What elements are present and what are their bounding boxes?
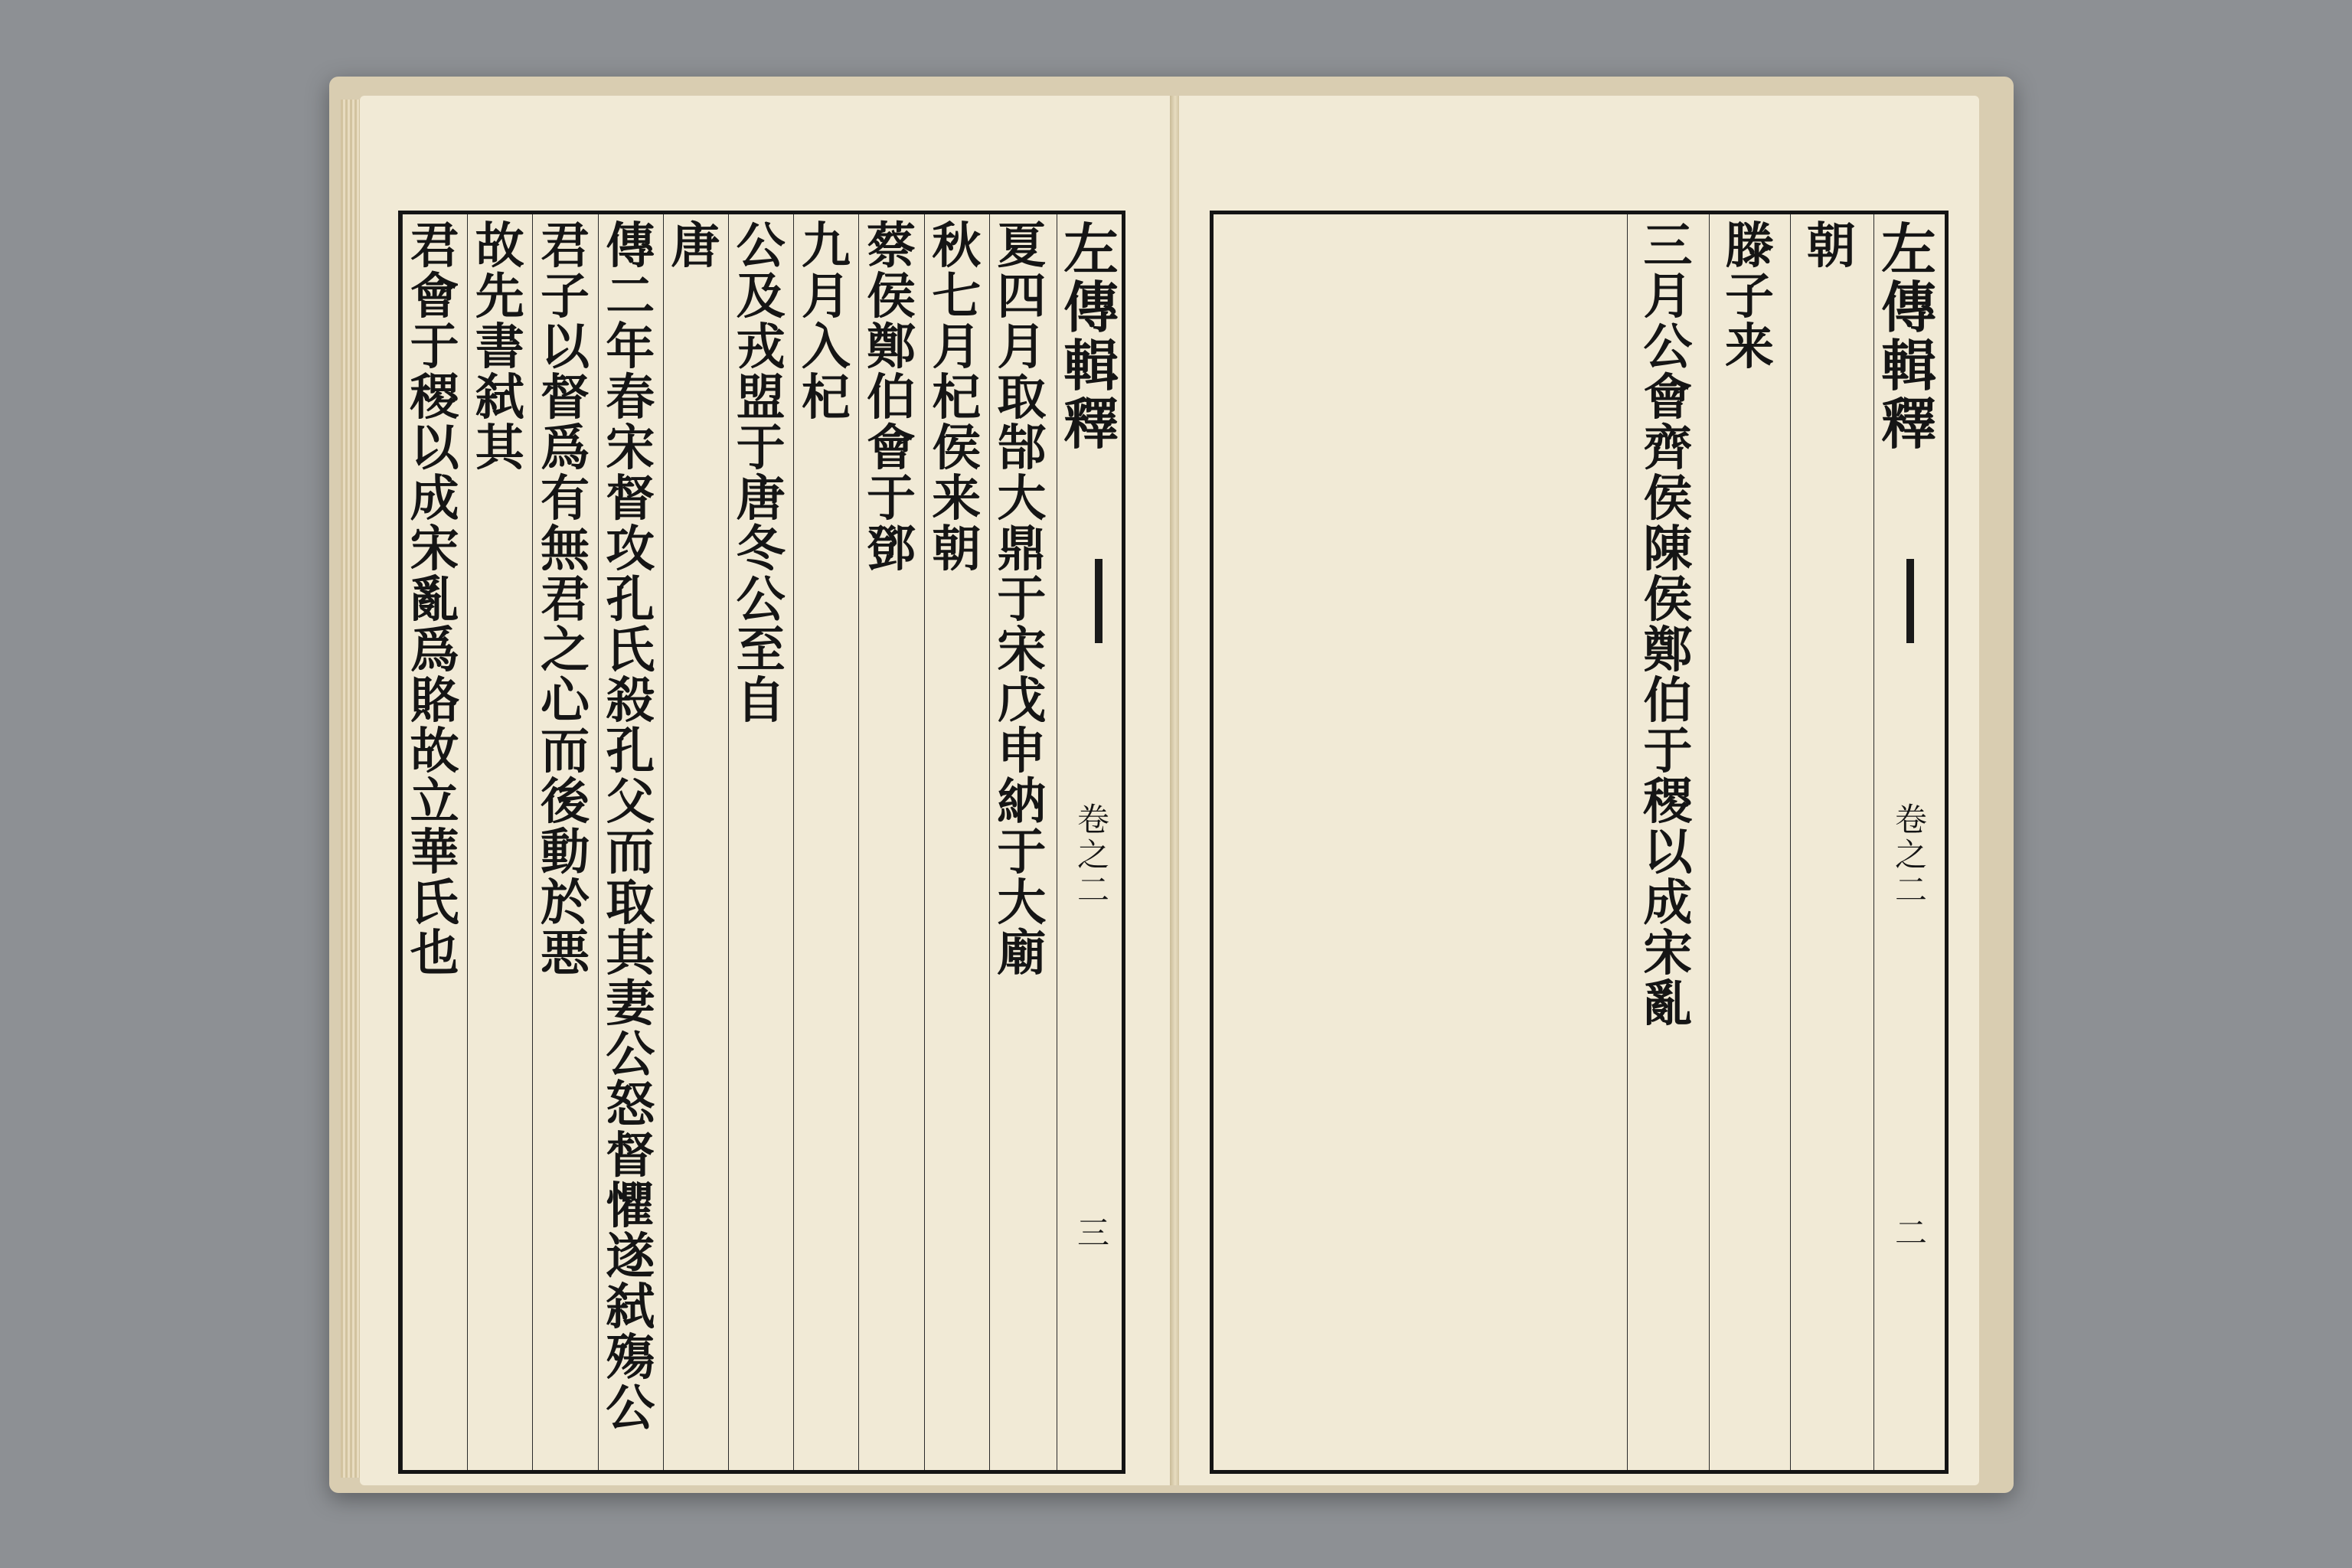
glyph: 盟 [736,369,786,426]
column-rule [858,214,859,1470]
glyph: 侯 [1643,571,1693,629]
column-rule [793,214,794,1470]
right-text-frame [1210,211,1949,1474]
glyph: 以 [540,318,590,376]
glyph: 于 [997,571,1047,629]
glyph: 滕 [1724,217,1774,275]
glyph: 伯 [1643,672,1693,730]
glyph: 月 [1643,268,1693,325]
glyph: 遂 [606,1228,655,1285]
glyph: 無 [540,521,590,578]
glyph: 殺 [606,672,655,730]
glyph: 孔 [606,723,655,780]
glyph: 左 [1063,217,1119,282]
text-column [532,214,597,1470]
glyph: 至 [736,622,786,679]
glyph: 釋 [1880,391,1936,456]
glyph: 子 [1724,268,1774,325]
glyph: 懼 [606,1178,655,1235]
glyph: 書 [475,318,524,376]
left-page [360,96,1171,1485]
glyph: 卷 [1076,801,1109,838]
glyph: 月 [801,268,851,325]
column-text [410,217,459,982]
glyph: 于 [866,470,916,528]
glyph: 廟 [997,925,1047,982]
glyph: 鄭 [866,318,916,376]
glyph: 入 [801,318,851,376]
glyph: 亂 [410,571,459,629]
glyph: 弑 [475,369,524,426]
text-column [728,214,793,1470]
glyph: 也 [410,925,459,982]
right-folio-number [1894,1214,1927,1253]
column-text [1806,217,1856,275]
column-text [997,217,1047,982]
column-rule [598,214,599,1470]
glyph: 而 [606,824,655,881]
right-page [1179,96,1979,1485]
glyph: 父 [606,773,655,831]
glyph: 心 [540,672,590,730]
right-running-title-text [1880,217,1936,456]
glyph: 而 [540,723,590,780]
glyph: 亂 [1643,975,1693,1033]
glyph: 及 [736,268,786,325]
text-column [1627,214,1709,1470]
glyph: 於 [540,874,590,932]
glyph: 鄭 [1643,622,1693,679]
column-text [932,217,982,578]
glyph: 以 [410,420,459,477]
glyph: 九 [801,217,851,275]
glyph: 傳 [1063,275,1119,340]
page-stack-edge [341,100,362,1478]
glyph: 殤 [606,1329,655,1387]
glyph: 夏 [997,217,1047,275]
glyph: 督 [540,369,590,426]
column-rule [663,214,664,1470]
glyph: 宋 [606,420,655,477]
glyph: 氏 [410,874,459,932]
left-volume-label-text [1076,801,1109,910]
glyph: 以 [1643,824,1693,881]
glyph: 来 [932,470,982,528]
column-text [671,217,720,275]
glyph: 攻 [606,521,655,578]
glyph: 動 [540,824,590,881]
glyph: 華 [410,824,459,881]
glyph: 二 [606,268,655,325]
glyph: 公 [606,1026,655,1083]
glyph: 戊 [997,672,1047,730]
glyph: 釋 [1063,391,1119,456]
glyph: 于 [736,420,786,477]
glyph: 朝 [1806,217,1856,275]
right-folio [1884,1210,1938,1470]
glyph: 稷 [410,369,459,426]
glyph: 子 [540,268,590,325]
glyph: 爲 [410,622,459,679]
left-folio-number [1076,1214,1109,1253]
column-rule [1709,214,1710,1470]
left-text-frame [398,211,1125,1474]
column-rule [1790,214,1791,1470]
glyph: 鼎 [997,521,1047,578]
glyph: 侯 [1643,470,1693,528]
glyph: 三 [1076,1214,1109,1252]
glyph: 故 [410,723,459,780]
left-running-title-text [1063,217,1119,456]
glyph: 納 [997,773,1047,831]
text-column [924,214,989,1470]
column-rule [728,214,729,1470]
glyph: 大 [997,470,1047,528]
text-column [989,214,1054,1470]
glyph: 七 [932,268,982,325]
glyph: 會 [410,268,459,325]
glyph: 左 [1880,217,1936,282]
glyph: 公 [1643,318,1693,376]
glyph: 爲 [540,420,590,477]
glyph: 君 [540,217,590,275]
glyph: 郜 [997,420,1047,477]
glyph: 二 [1076,871,1109,909]
glyph: 自 [736,672,786,730]
glyph: 督 [606,470,655,528]
column-rule [402,214,403,1470]
glyph: 四 [997,268,1047,325]
glyph: 之 [1076,836,1109,874]
column-text [801,217,851,426]
glyph: 怒 [606,1076,655,1134]
glyph: 申 [997,723,1047,780]
glyph: 弑 [606,1279,655,1336]
glyph: 齊 [1643,420,1693,477]
glyph: 二 [1894,1214,1927,1252]
glyph: 妻 [606,975,655,1033]
glyph: 之 [540,622,590,679]
glyph: 于 [997,824,1047,881]
glyph: 會 [1643,369,1693,426]
glyph: 成 [410,470,459,528]
glyph: 督 [606,1127,655,1184]
glyph: 其 [606,925,655,982]
column-rule-right [1873,214,1874,1470]
glyph: 三 [1643,217,1693,275]
text-column [793,214,858,1470]
glyph: 傳 [1880,275,1936,340]
glyph: 年 [606,318,655,376]
glyph: 杞 [801,369,851,426]
glyph: 輯 [1880,333,1936,398]
glyph: 冬 [736,521,786,578]
text-column [663,214,728,1470]
glyph: 宋 [997,622,1047,679]
glyph: 悪 [540,925,590,982]
glyph: 後 [540,773,590,831]
glyph: 杞 [932,369,982,426]
glyph: 唐 [671,217,720,275]
column-text [606,217,655,1437]
column-rule [989,214,990,1470]
text-column [1709,214,1791,1470]
glyph: 取 [997,369,1047,426]
glyph: 氏 [606,622,655,679]
fish-tail-mark-right [1906,559,1914,643]
text-column [467,214,532,1470]
glyph: 傳 [606,217,655,275]
glyph: 蔡 [866,217,916,275]
glyph: 朝 [932,521,982,578]
column-rule [1627,214,1628,1470]
column-text [540,217,590,982]
glyph: 故 [475,217,524,275]
glyph: 于 [1643,723,1693,780]
column-text [1724,217,1774,376]
glyph: 公 [736,571,786,629]
glyph: 先 [475,268,524,325]
glyph: 唐 [736,470,786,528]
glyph: 伯 [866,369,916,426]
glyph: 侯 [866,268,916,325]
glyph: 月 [932,318,982,376]
glyph: 卷 [1894,801,1927,838]
glyph: 其 [475,420,524,477]
column-text [736,217,786,730]
column-text [1643,217,1693,1033]
glyph: 君 [540,571,590,629]
glyph: 侯 [932,420,982,477]
glyph: 會 [866,420,916,477]
glyph: 鄧 [866,521,916,578]
glyph: 立 [410,773,459,831]
glyph: 秋 [932,217,982,275]
glyph: 有 [540,470,590,528]
glyph: 成 [1643,874,1693,932]
column-rule [467,214,468,1470]
glyph: 大 [997,874,1047,932]
glyph: 君 [410,217,459,275]
text-column [1790,214,1872,1470]
glyph: 宋 [1643,925,1693,982]
glyph: 陳 [1643,521,1693,578]
column-text [866,217,916,578]
fish-tail-mark [1095,559,1102,643]
column-text [475,217,524,477]
text-column [598,214,663,1470]
text-column [858,214,923,1470]
glyph: 之 [1894,836,1927,874]
column-rule [924,214,925,1470]
glyph: 来 [1724,318,1774,376]
glyph: 孔 [606,571,655,629]
column-rule [532,214,533,1470]
text-column [402,214,467,1470]
glyph: 月 [997,318,1047,376]
glyph: 春 [606,369,655,426]
right-volume-label-text [1894,801,1927,910]
glyph: 公 [736,217,786,275]
left-folio [1067,1210,1120,1470]
glyph: 公 [606,1380,655,1437]
glyph: 戎 [736,318,786,376]
glyph: 稷 [1643,773,1693,831]
glyph: 二 [1894,871,1927,909]
glyph: 輯 [1063,333,1119,398]
glyph: 賂 [410,672,459,730]
glyph: 取 [606,874,655,932]
glyph: 宋 [410,521,459,578]
glyph: 于 [410,318,459,376]
